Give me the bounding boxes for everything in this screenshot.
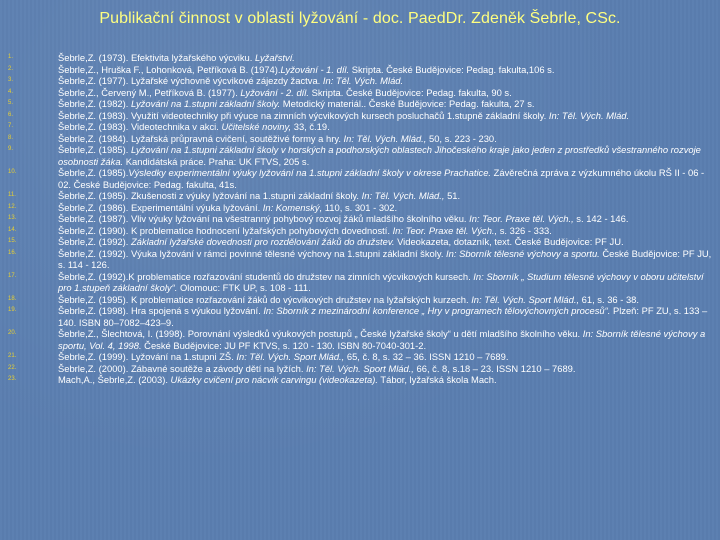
publication-list	[8, 52, 713, 386]
citation-segment: s. 142 - 146.	[573, 213, 629, 224]
citation-italic: In: Sborník tělesné výchovy a sportu.	[446, 247, 600, 259]
citation-text	[58, 87, 713, 99]
citation-segment: České Budějovice: PF JU, s. 114 - 126.	[58, 247, 712, 270]
list-item	[8, 52, 713, 64]
citation-segment: Šebrle,Z. (1990). K problematice hodnocení lyžařských pohybových dovedností.	[58, 224, 393, 236]
list-number: 9.	[8, 146, 14, 152]
citation-text	[58, 374, 713, 386]
citation-segment: 110, s. 301 - 302.	[322, 201, 398, 213]
list-number: 5.	[8, 100, 14, 106]
citation-segment: Šebrle,Z., Hruška F., Lohonková, Petříková B. (1974).	[58, 63, 281, 75]
citation-text	[58, 64, 713, 76]
citation-text	[58, 363, 713, 375]
citation-text	[58, 121, 713, 133]
citation-segment: Šebrle,Z. (1999). Lyžování na 1.stupni ZŠ.	[58, 351, 237, 362]
citation-segment: Tábor, lyžařská škola Mach.	[377, 374, 497, 385]
list-number: 3.	[8, 77, 14, 83]
citation-text	[58, 167, 713, 190]
citation-segment: Šebrle,Z. (1984). Lyžařská průpravná cvičení, soutěživé formy a hry.	[58, 132, 344, 144]
citation-italic: In: Komenský,	[262, 201, 323, 213]
list-item	[8, 213, 713, 225]
citation-italic: In: Těl. Vých. Mlád.,	[361, 190, 445, 201]
citation-italic: In: Těl. Vých. Mlád.,	[343, 132, 427, 144]
citation-italic: Základní lyžařské dovednosti pro rozdělování žáků do družstev.	[130, 236, 395, 247]
list-number: 19.	[8, 307, 17, 313]
citation-italic: Lyžování - 2. díl.	[240, 86, 309, 98]
list-number: 14.	[8, 226, 17, 233]
page-title: Publikační činnost v oblasti lyžování - doc. PaedDr. Zdeněk Šebrle, CSc.	[99, 10, 621, 27]
list-number: 16.	[8, 249, 17, 256]
citation-italic: Ukázky cvičení pro nácvik carvingu (videokazeta).	[170, 374, 378, 385]
citation-italic: Učitelské noviny,	[221, 121, 292, 132]
citation-italic: In: Těl. Vých. Sport Mlád.,	[471, 293, 580, 305]
citation-segment: Skripta. České Budějovice: Pedag. fakulta,106 s.	[349, 63, 555, 75]
list-number: 15.	[8, 238, 17, 244]
list-item	[8, 64, 713, 76]
list-number: 20.	[8, 330, 17, 336]
citation-segment: 33, č.19.	[291, 121, 330, 132]
citation-segment: 61, s. 36 - 38.	[579, 293, 639, 305]
citation-italic: Lyžování na 1.stupni základní školy.	[130, 98, 281, 109]
citation-segment: 50, s. 223 - 230.	[426, 132, 497, 144]
list-item	[8, 190, 713, 202]
citation-segment: Šebrle,Z. (1998). Hra spojená s výukou lyžování.	[58, 305, 264, 316]
citation-text	[58, 144, 713, 167]
citation-text	[58, 98, 713, 110]
citation-segment: České Budějovice: JU PF KTVS, s. 120 - 130. ISBN 80-7040-301-2.	[141, 339, 427, 351]
list-number: 21.	[8, 353, 17, 359]
citation-text	[58, 190, 713, 202]
citation-text	[58, 248, 713, 271]
list-number: 10.	[8, 169, 17, 175]
citation-text	[58, 294, 713, 306]
list-number: 8.	[8, 134, 14, 141]
citation-segment: 51.	[444, 190, 461, 201]
citation-segment: Šebrle,Z. (1987). Vliv výuky lyžování na všestranný pohybový rozvoj žáků mladšího školního věku.	[58, 213, 470, 224]
list-number: 23.	[8, 376, 17, 382]
citation-italic: In: Teor. Praxe těl. Vých.,	[469, 213, 574, 224]
citation-segment: Metodický materiál.. České Budějovice: Pedag. fakulta, 27 s.	[280, 98, 535, 109]
list-item	[8, 236, 713, 248]
citation-segment: Šebrle,Z. (1992). Výuka lyžování v rámci povinné tělesné výchovy na 1.stupni základní školy.	[58, 247, 447, 259]
citation-segment: Plzeň: PF ZU, s. 133 – 140. ISBN 80–7082–423–9.	[58, 305, 708, 328]
list-item	[8, 167, 713, 190]
list-number: 12.	[8, 203, 17, 210]
citation-text	[58, 271, 713, 294]
citation-segment: Šebrle,Z. (1977). Lyžařské výchovně výcvikové zájezdy žactva.	[58, 75, 323, 86]
list-number: 17.	[8, 272, 17, 279]
citation-segment: Mach,A., Šebrle,Z. (2003).	[58, 374, 171, 385]
list-number: 2.	[8, 65, 14, 72]
list-item	[8, 248, 713, 271]
citation-italic: In: Těl. Vých. Mlád.	[548, 109, 630, 121]
citation-text	[58, 305, 713, 328]
citation-italic: In: Těl. Vých. Sport Mlád.,	[236, 351, 345, 362]
list-number: 6.	[8, 111, 14, 118]
list-number: 1.	[8, 54, 14, 60]
citation-segment: Šebrle,Z., Červený M., Petříková B. (1977).	[58, 86, 241, 98]
citation-segment: Šebrle,Z. (1983). Využití videotechniky při výuce na zimních výcvikových kursech posluchačů 1.stupně základní školy.	[58, 109, 549, 121]
citation-segment: Kandidátská práce. Praha: UK FTVS, 205 s.	[123, 155, 310, 167]
list-item	[8, 374, 713, 386]
citation-segment: Šebrle,Z. (2000). Zábavné soutěže a závody dětí na lyžích.	[58, 362, 307, 374]
citation-segment: 65, č. 8, s. 32 – 36. ISSN 1210 – 7689.	[344, 351, 509, 362]
list-item	[8, 87, 713, 99]
list-item	[8, 121, 713, 133]
list-item	[8, 75, 713, 87]
citation-segment: Šebrle,Z. (1973). Efektivita lyžařského výcviku.	[58, 52, 255, 63]
citation-italic: In: Sborník „ Studium tělesné výchovy v oboru učitelství pro 1.stupeň základní školy“.	[58, 270, 704, 293]
citation-segment: Závěrečná zpráva z výzkumného úkolu RŠ II - 06 - 02. České Budějovice: Pedag. fakulta, 41s.	[58, 167, 705, 190]
citation-italic: Lyžování na 1.stupni základní školy v horských a podhorských oblastech Jihočeského kraje jako jeden z prostředků všestranného rozvoje osobnosti žáka.	[58, 144, 701, 167]
citation-italic: Lyžování - 1. díl.	[280, 63, 350, 75]
citation-text	[58, 133, 713, 145]
list-number: 18.	[8, 295, 17, 302]
list-number: 11.	[8, 192, 16, 198]
citation-segment: Videokazeta, dotazník, text. České Budějovice: PF JU.	[394, 236, 624, 247]
list-item	[8, 202, 713, 214]
citation-segment: s. 326 - 333.	[497, 224, 552, 236]
list-number: 4.	[8, 88, 14, 95]
citation-segment: Šebrle,Z. (1992).K problematice rozřazování studentů do družstev na zimních výcvikových kursech.	[58, 270, 474, 282]
list-item	[8, 305, 713, 328]
citation-italic: In: Sborník z mezinárodní konference „ Hry v programech tělovýchovných procesů“.	[263, 305, 611, 316]
citation-italic: In: Těl. Vých. Mlád.	[322, 75, 404, 86]
citation-segment: Šebrle,Z. (1985).	[58, 167, 129, 178]
citation-segment: Šebrle,Z. (1986). Experimentální výuka lyžování.	[58, 201, 263, 213]
list-item	[8, 225, 713, 237]
citation-text	[58, 75, 713, 87]
list-item	[8, 98, 713, 110]
list-item	[8, 133, 713, 145]
list-item	[8, 144, 713, 167]
list-item	[8, 328, 713, 351]
list-item	[8, 294, 713, 306]
citation-text	[58, 202, 713, 214]
citation-segment: Šebrle,Z. (1982).	[58, 98, 131, 109]
list-number: 13.	[8, 215, 17, 221]
citation-segment: Šebrle,Z. (1985). Zkušenosti z výuky lyžování na 1.stupni základní školy.	[58, 190, 362, 201]
list-item	[8, 271, 713, 294]
citation-segment: Šebrle,Z., Šlechtová, I. (1998). Porovnání výsledků výukových postupů „ České lyžařské školy“ u dětí mladšího školního věku.	[58, 328, 583, 339]
citation-italic: Výsledky experimentální výuky lyžování na 1.stupni základní školy v okrese Prachatice.	[128, 167, 492, 178]
list-number: 22.	[8, 364, 17, 371]
citation-text	[58, 236, 713, 248]
citation-italic: In: Těl. Vých. Sport Mlád.,	[306, 362, 414, 374]
citation-segment: Šebrle,Z. (1992).	[58, 236, 131, 247]
citation-text	[58, 52, 713, 64]
citation-text	[58, 110, 713, 122]
citation-segment: Skripta. České Budějovice: Pedag. fakulta, 90 s.	[308, 86, 512, 98]
citation-text	[58, 225, 713, 237]
citation-italic: In: Sborník tělesné výchovy a sportu, Vol. 4, 1998.	[58, 328, 706, 351]
citation-text	[58, 213, 713, 225]
citation-italic: Lyžařství.	[254, 52, 295, 63]
citation-segment: 66, č. 8, s.18 – 23. ISSN 1210 – 7689.	[413, 362, 576, 374]
citation-segment: Šebrle,Z. (1983). Videotechnika v akci.	[58, 121, 222, 132]
list-item	[8, 363, 713, 375]
list-item	[8, 351, 713, 363]
citation-italic: In: Teor. Praxe těl. Vých.,	[392, 224, 498, 236]
citation-text	[58, 351, 713, 363]
citation-segment: Šebrle,Z. (1985).	[58, 144, 131, 155]
citation-segment: Olomouc: FTK UP, s. 108 - 111.	[177, 282, 311, 293]
citation-text	[58, 328, 713, 351]
list-number: 7.	[8, 123, 14, 129]
list-item	[8, 110, 713, 122]
citation-segment: Šebrle,Z. (1995). K problematice rozřazování žáků do výcvikových družstev na lyžařských kurzech.	[58, 293, 472, 305]
